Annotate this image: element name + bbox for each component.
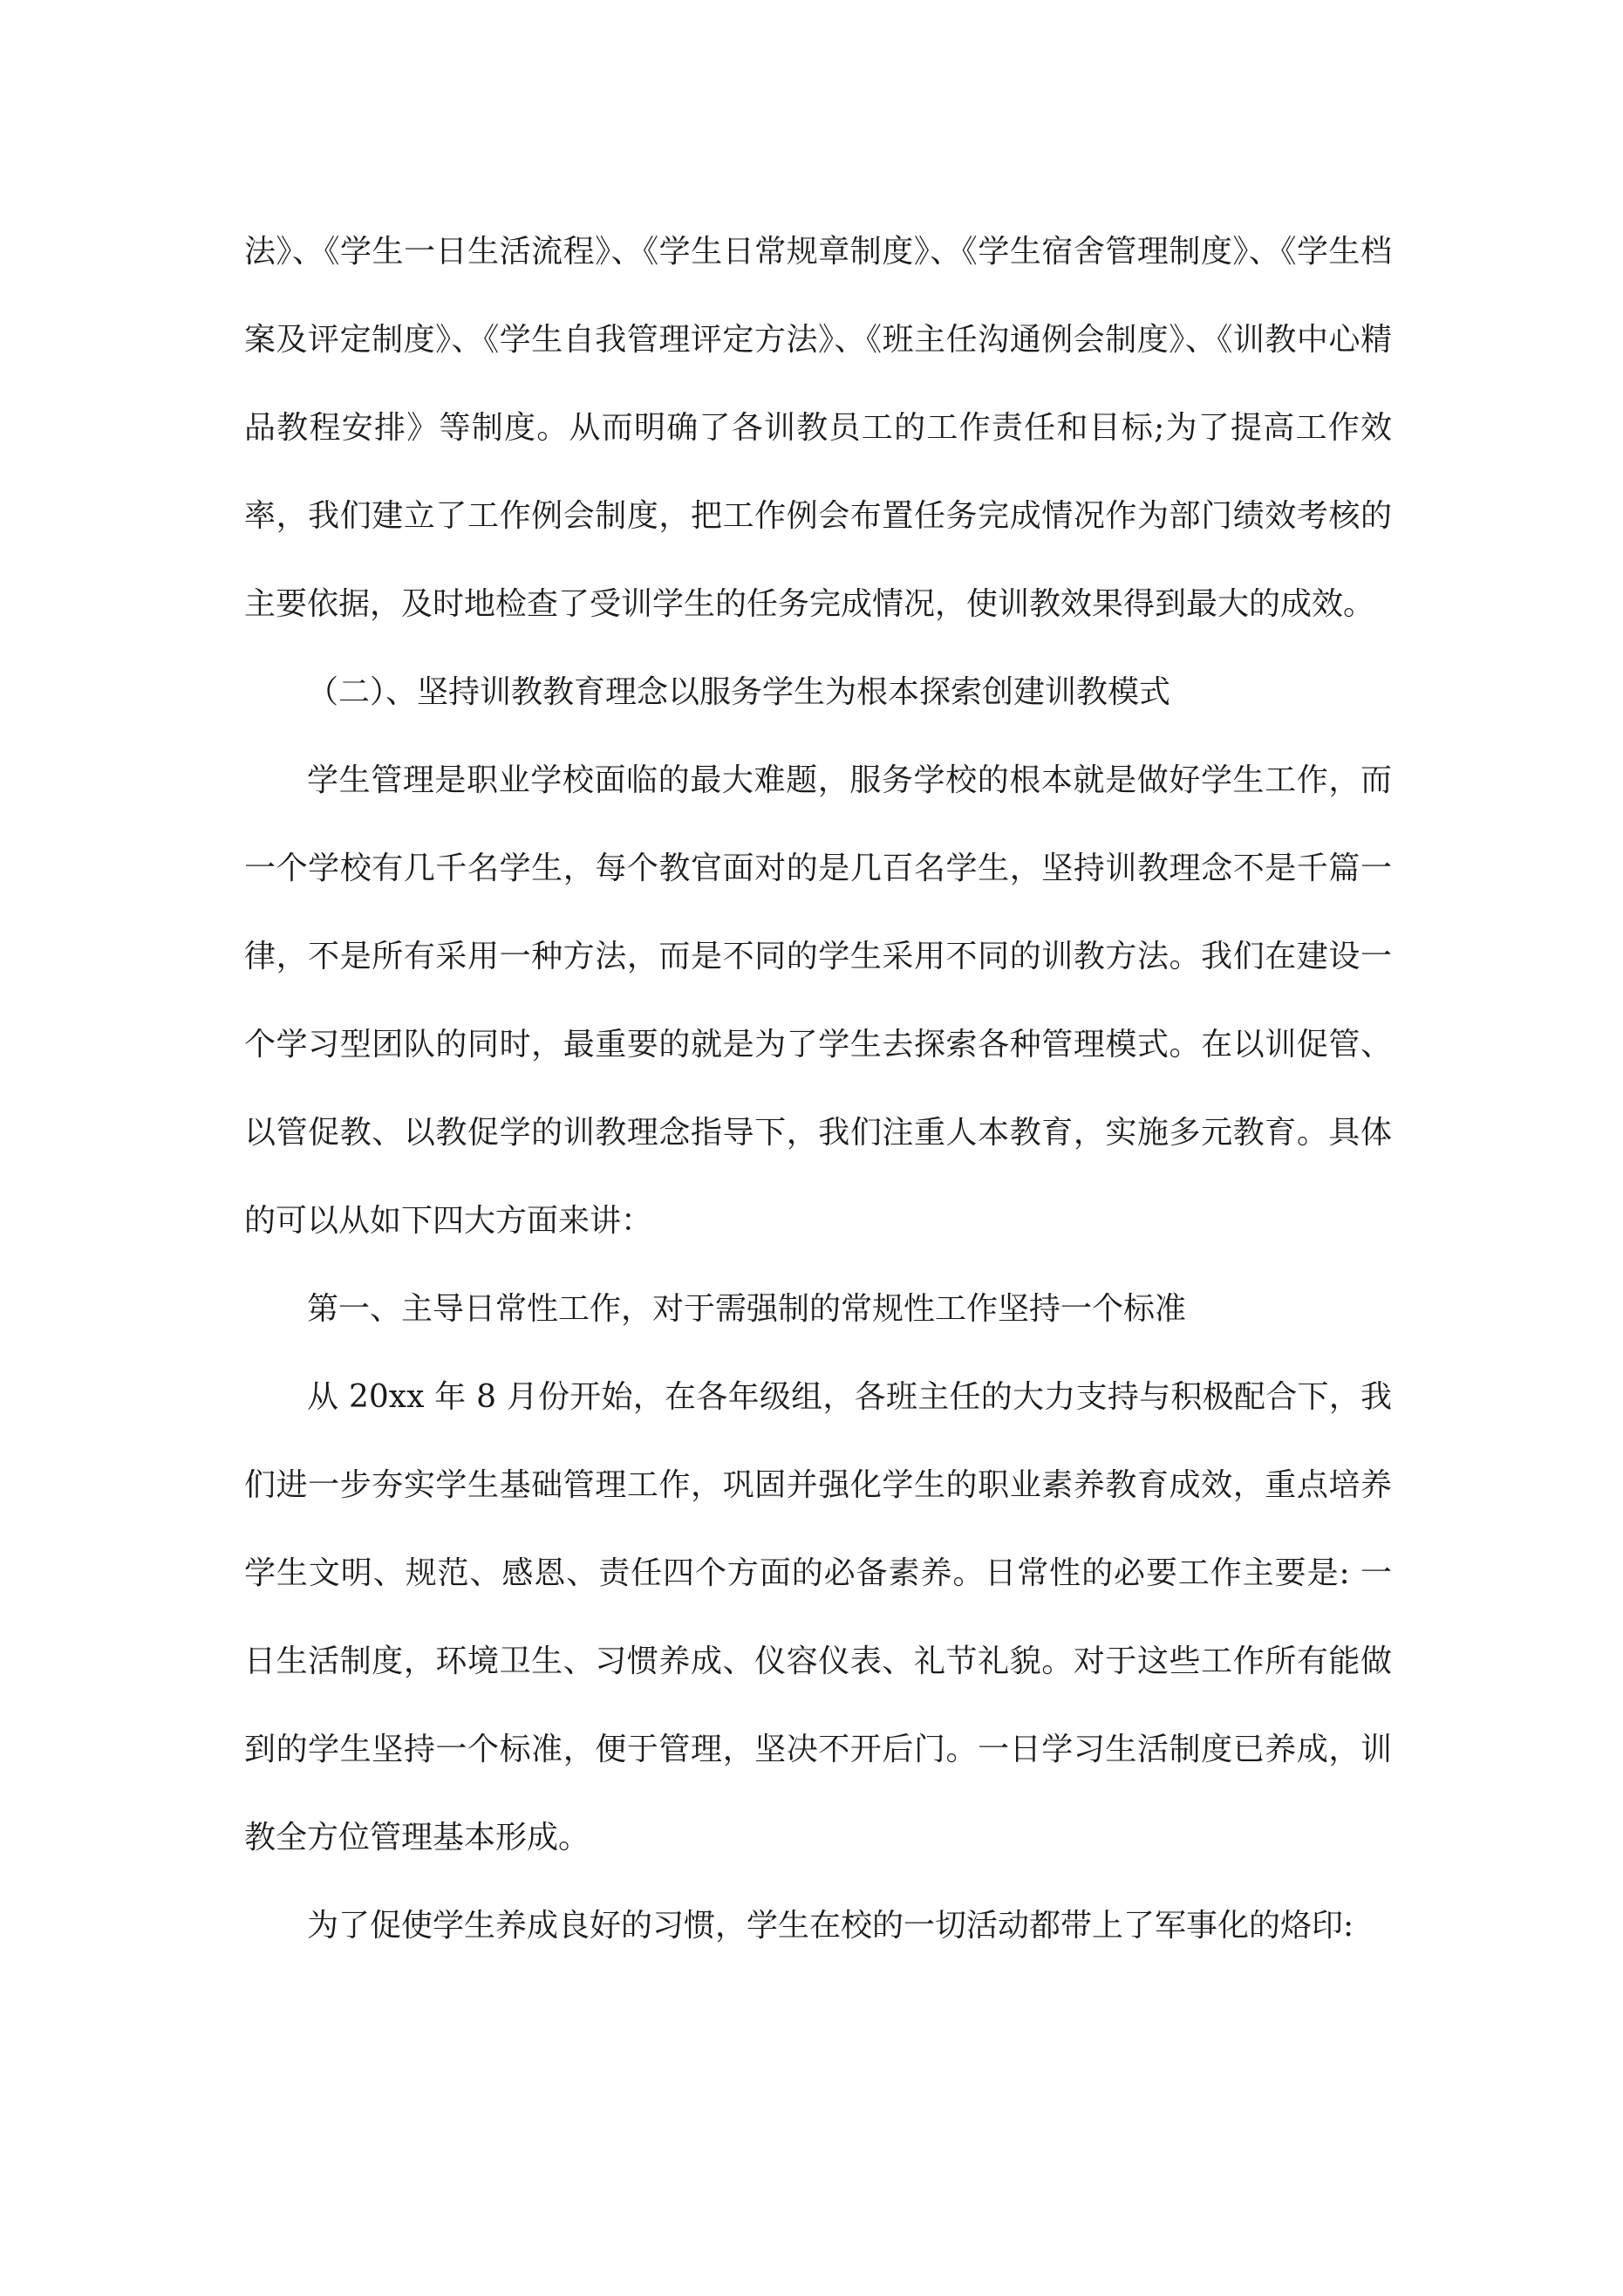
paragraph-habits: 为了促使学生养成良好的习惯，学生在校的一切活动都带上了军事化的烙印: <box>307 1908 1354 1944</box>
subsection-heading: 第一、主导日常性工作，对于需强制的常规性工作坚持一个标准 <box>307 1291 1187 1327</box>
paragraph-student-management: 学生管理是职业学校面临的最大难题，服务学校的根本就是做好学生工作，而一个学校有几千名学生，每个教官面对的是几百名学生，坚持训教理念不是千篇一律，不是所有采用一种方法，而是不同的学生采用不同的训教方法。我们在建设一个学习型团队的同时，最重要的就是为了学生去探索各种管理模式。在以训促管、以管促教、以教促学的训教理念指导下，我们注重人本教育，实施多元教育。具体的可以从如下四大方面来讲： <box>244 762 1392 1239</box>
paragraph-continuation: 法》、《学生一日生活流程》、《学生日常规章制度》、《学生宿舍管理制度》、《学生档案及评定制度》、《学生自我管理评定方法》、《班主任沟通例会制度》、《训教中心精品教程安排》等制度。从而明确了各训教员工的工作责任和目标;为了提高工作效率，我们建立了工作例会制度，把工作例会布置任务完成情况作为部门绩效考核的主要依据，及时地检查了受训学生的任务完成情况，使训教效果得到最大的成效。 <box>244 234 1392 622</box>
document-body <box>244 208 1392 1970</box>
paragraph-daily-work: 从 20xx 年 8 月份开始，在各年级组，各班主任的大力支持与积极配合下，我们进一步夯实学生基础管理工作，巩固并强化学生的职业素养教育成效，重点培养学生文明、规范、感恩、责任四个方面的必备素养。日常性的必要工作主要是: 一日生活制度，环境卫生、习惯养成、仪容仪表、礼节礼貌。对于这些工作所有能做到的学生坚持一个标准，便于管理，坚决不开后门。一日学习生活制度已养成，训教全方位管理基本形成。 <box>244 1379 1392 1855</box>
section-heading: （二）、坚持训教教育理念以服务学生为根本探索创建训教模式 <box>307 674 1171 710</box>
